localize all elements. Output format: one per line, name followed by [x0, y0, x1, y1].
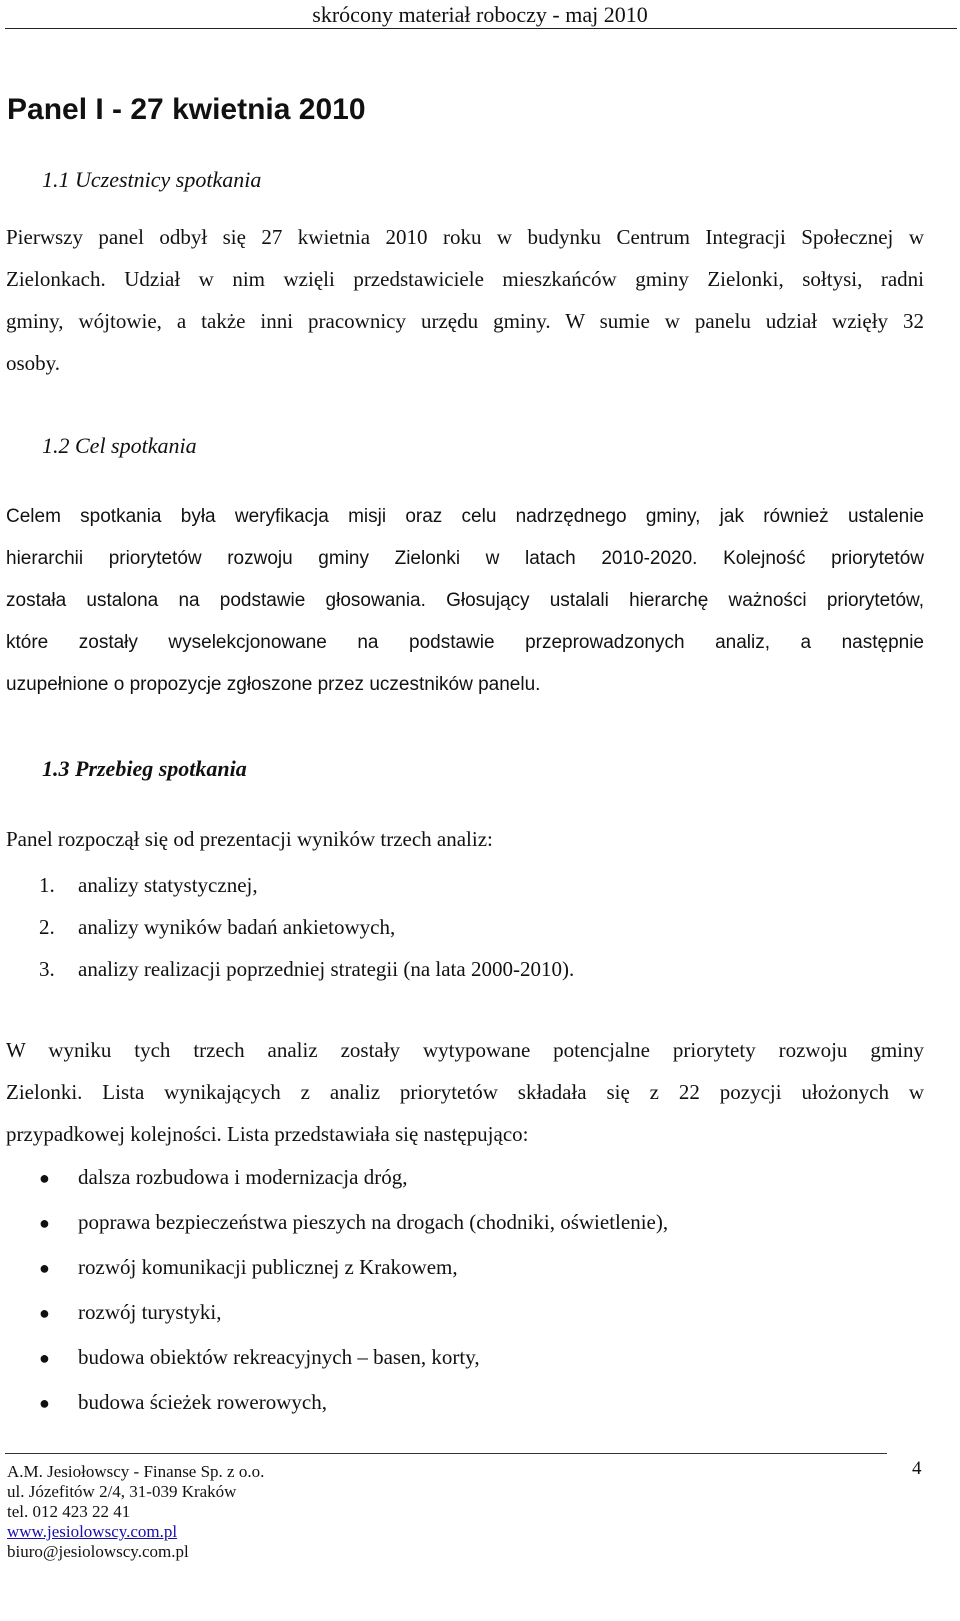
paragraph-line: przypadkowej kolejności. Lista przedstawiała się następująco: — [6, 1122, 529, 1146]
paragraph-line: które zostały wyselekcjonowane na podstawie przeprowadzonych analiz, a następnie — [6, 632, 924, 653]
paragraph-line: Panel rozpoczął się od prezentacji wyników trzech analiz: — [6, 827, 493, 851]
list-number: 3. — [39, 957, 55, 981]
list-number: 2. — [39, 915, 55, 939]
paragraph-course-intro — [6, 818, 924, 860]
list-item — [6, 1245, 668, 1290]
priorities-list — [6, 1155, 668, 1425]
footer-address: ul. Józefitów 2/4, 31-039 Kraków — [7, 1482, 237, 1501]
list-item — [6, 1335, 668, 1380]
list-item-text: budowa obiektów rekreacyjnych – basen, korty, — [78, 1345, 480, 1369]
paragraph-line: Zielonkach. Udział w nim wzięli przedstawiciele mieszkańców gminy Zielonki, sołtysi, radni — [6, 267, 924, 291]
bullet-icon: ● — [39, 1393, 50, 1413]
paragraph-line: Celem spotkania była weryfikacja misji oraz celu nadrzędnego gminy, jak również ustalenie — [6, 506, 924, 527]
bullet-icon: ● — [39, 1258, 50, 1278]
list-item — [6, 1290, 668, 1335]
page-number: 4 — [912, 1458, 922, 1479]
header-divider — [5, 28, 957, 29]
list-item — [6, 1380, 668, 1425]
paragraph-line: osoby. — [6, 351, 61, 375]
list-item-text: rozwój komunikacji publicznej z Krakowem, — [78, 1255, 458, 1279]
page-header: skrócony materiał roboczy - maj 2010 — [312, 2, 648, 27]
section-heading-participants: 1.1 Uczestnicy spotkania — [42, 167, 262, 192]
paragraph-line: W wyniku tych trzech analiz zostały wytypowane potencjalne priorytety rozwoju gminy — [6, 1038, 924, 1062]
paragraph-line: hierarchii priorytetów rozwoju gminy Zielonki w latach 2010-2020. Kolejność priorytetów — [6, 548, 924, 569]
list-item — [6, 864, 574, 906]
list-item-text: poprawa bezpieczeństwa pieszych na drogach (chodniki, oświetlenie), — [78, 1210, 669, 1234]
paragraph-line: Zielonki. Lista wynikających z analiz priorytetów składała się z 22 pozycji ułożonych w — [6, 1080, 924, 1104]
list-number: 1. — [39, 873, 55, 897]
paragraph-line: uzupełnione o propozycje zgłoszone przez uczestników panelu. — [6, 674, 541, 695]
footer-phone: tel. 012 423 22 41 — [7, 1502, 131, 1521]
footer-website-link[interactable]: www.jesiolowscy.com.pl — [7, 1522, 178, 1541]
section-heading-course: 1.3 Przebieg spotkania — [42, 756, 247, 781]
footer-company: A.M. Jesiołowscy - Finanse Sp. z o.o. — [7, 1462, 265, 1481]
list-item-text: analizy realizacji poprzedniej strategii (na lata 2000-2010). — [78, 957, 575, 981]
paragraph-line: została ustalona na podstawie głosowania. Głosujący ustalali hierarchę ważności priorytetów, — [6, 590, 924, 611]
page-title: Panel I - 27 kwietnia 2010 — [7, 93, 366, 126]
list-item-text: budowa ścieżek rowerowych, — [78, 1390, 327, 1414]
footer — [7, 1462, 264, 1562]
list-item — [6, 1200, 668, 1245]
list-item-text: rozwój turystyki, — [78, 1300, 222, 1324]
list-item — [6, 948, 574, 990]
bullet-icon: ● — [39, 1348, 50, 1368]
analyses-list — [6, 864, 574, 990]
section-heading-goal: 1.2 Cel spotkania — [42, 433, 197, 458]
paragraph-goal — [6, 496, 924, 706]
paragraph-line: gminy, wójtowie, a także inni pracownicy urzędu gminy. W sumie w panelu udział wzięły 32 — [6, 309, 924, 333]
bullet-icon: ● — [39, 1213, 50, 1233]
list-item-text: analizy wyników badań ankietowych, — [78, 915, 396, 939]
bullet-icon: ● — [39, 1168, 50, 1188]
list-item-text: dalsza rozbudowa i modernizacja dróg, — [78, 1165, 408, 1189]
list-item — [6, 1155, 668, 1200]
list-item-text: analizy statystycznej, — [78, 873, 258, 897]
paragraph-line: Pierwszy panel odbył się 27 kwietnia 2010 roku w budynku Centrum Integracji Społecznej w — [6, 225, 924, 249]
paragraph-participants — [6, 216, 924, 384]
footer-divider — [5, 1453, 887, 1454]
list-item — [6, 906, 574, 948]
footer-email: biuro@jesiolowscy.com.pl — [7, 1542, 189, 1561]
paragraph-course-results — [6, 1029, 924, 1155]
bullet-icon: ● — [39, 1303, 50, 1323]
